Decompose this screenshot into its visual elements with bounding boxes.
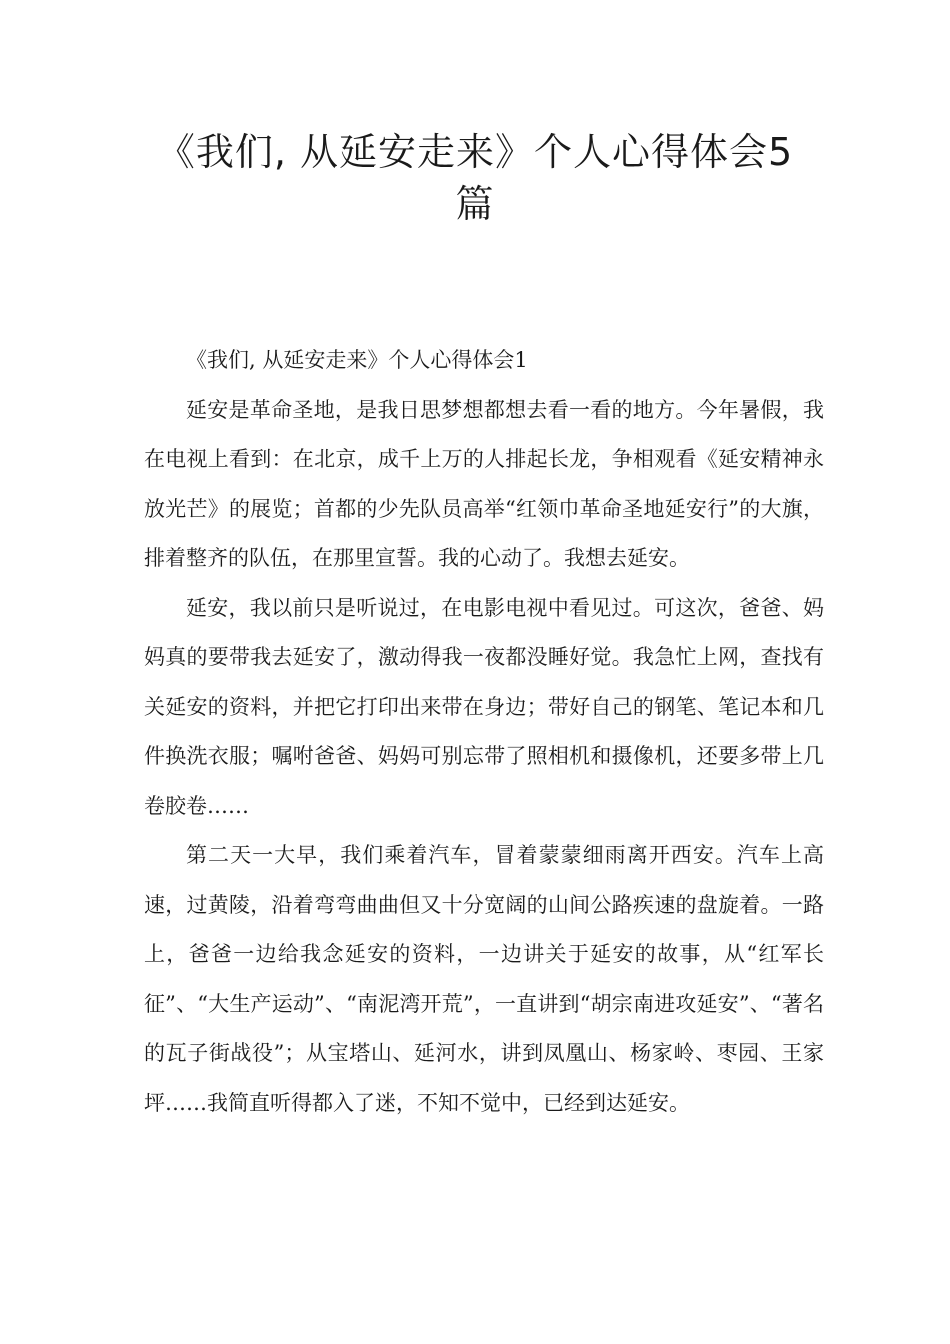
body-paragraph-2: 延安，我以前只是听说过，在电影电视中看见过。可这次，爸爸、妈妈真的要带我去延安了，激动得我一夜都没睡好觉。我急忙上网，查找有关延安的资料，并把它打印出来带在身边；带好自己的钢笔、笔记本和几件换洗衣服；嘱咐爸爸、妈妈可别忘带了照相机和摄像机，还要多带上几卷胶卷…… [144, 595, 824, 818]
body-paragraph-1: 延安是革命圣地，是我日思梦想都想去看一看的地方。今年暑假，我在电视上看到：在北京，成千上万的人排起长龙，争相观看《延安精神永放光芒》的展览；首都的少先队员高举“红领巾革命圣地延安行”的大旗，排着整齐的队伍，在那里宣誓。我的心动了。我想去延安。 [144, 397, 824, 570]
document-title: 《我们, 从延安走来》个人心得体会5篇 [156, 130, 794, 226]
body-paragraph-3: 第二天一大早，我们乘着汽车，冒着蒙蒙细雨离开西安。汽车上高速，过黄陵，沿着弯弯曲曲但又十分宽阔的山间公路疾速的盘旋着。一路上，爸爸一边给我念延安的资料，一边讲关于延安的故事，从“红军长征”、“大生产运动”、“南泥湾开荒”，一直讲到“胡宗南进攻延安”、“著名的瓦子街战役”；从宝塔山、延河水，讲到凤凰山、杨家岭、枣园、王家坪……我简直听得都入了迷，不知不觉中，已经到达延安。 [144, 843, 824, 1115]
document-body [144, 336, 824, 1128]
section-heading: 《我们, 从延安走来》个人心得体会1 [186, 348, 528, 372]
